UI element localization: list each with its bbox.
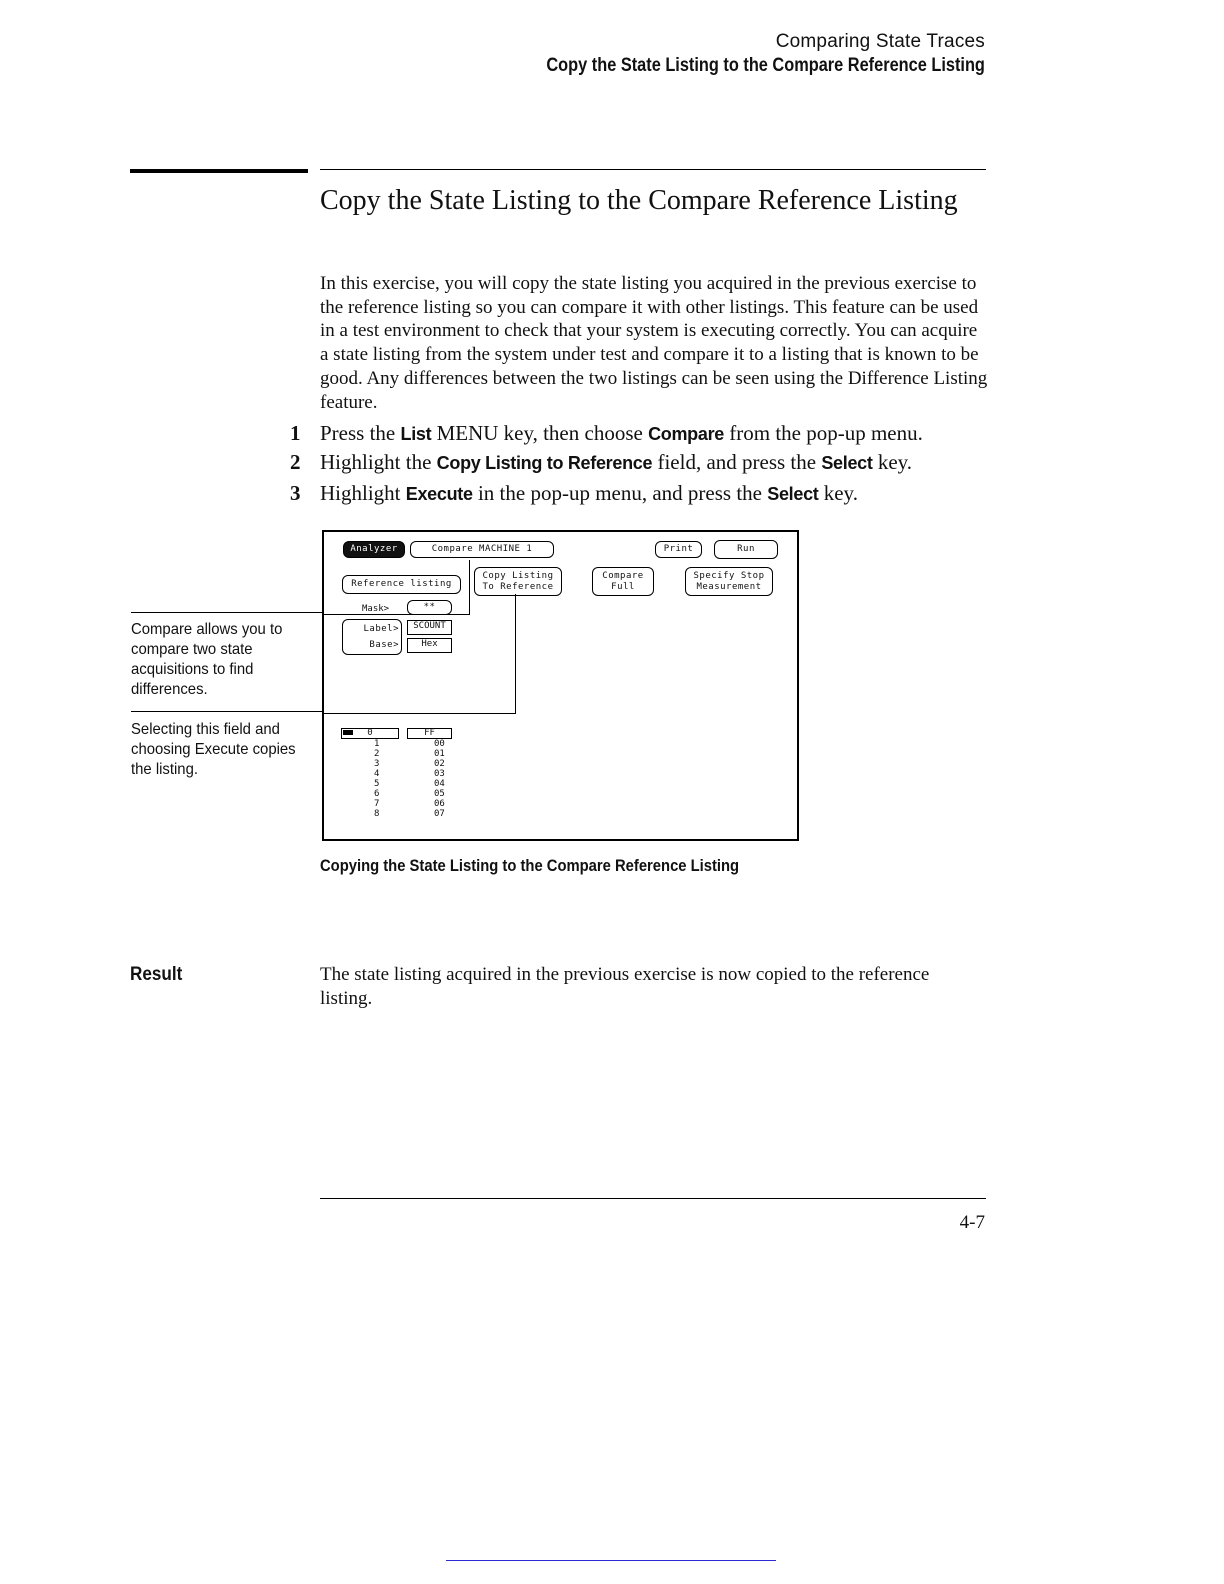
intro-paragraph: In this exercise, you will copy the state listing you acquired in the previous exercise to the reference listing so you can compare it with other listings. This feature can be used in a test environment to check that your system is executing correctly. You can acquire a state listing from the system under test and compare it to a listing that is known to be good. Any differences between the two listings can be seen using the Difference Listing feature.	[320, 273, 988, 413]
analyzer-screen-figure	[322, 530, 799, 841]
run-button[interactable]: Run	[714, 540, 778, 559]
step-2: 2 Highlight the Copy Listing to Reference field, and press the Select key.	[290, 450, 913, 474]
callout-leader-line	[515, 594, 516, 714]
copy-listing-to-reference-button[interactable]: Copy Listing To Reference	[474, 567, 562, 596]
state-number: 8	[374, 809, 380, 819]
mask-field[interactable]: **	[407, 600, 452, 615]
state-number: 5	[374, 779, 380, 789]
state-value: 06	[434, 799, 445, 809]
running-header-chapter: Comparing State Traces	[775, 31, 985, 52]
state-value: 07	[434, 809, 445, 819]
field-name: Copy Listing to Reference	[436, 453, 653, 473]
state-value: 01	[434, 749, 445, 759]
value-column-header: FF	[407, 728, 452, 739]
running-header-section: Copy the State Listing to the Compare Reference Listing	[546, 55, 985, 76]
menu-choice: Compare	[648, 424, 724, 444]
base-label: Base>	[369, 639, 399, 650]
table-row	[364, 759, 464, 769]
label-field[interactable]: SCOUNT	[407, 620, 452, 635]
section-rule-thick	[130, 169, 308, 173]
analyzer-button[interactable]: Analyzer	[343, 541, 405, 558]
callout-leader-line	[469, 560, 470, 615]
label-base-box[interactable]	[342, 619, 402, 655]
key-name: Select	[821, 453, 873, 473]
state-number: 7	[374, 799, 380, 809]
table-row	[364, 799, 464, 809]
menu-choice: Execute	[405, 484, 473, 504]
table-row	[364, 749, 464, 759]
table-row	[364, 739, 464, 749]
state-number: 4	[374, 769, 380, 779]
step-number: 2	[290, 450, 301, 474]
table-row	[364, 809, 464, 819]
state-value: 03	[434, 769, 445, 779]
callout-selecting: Selecting this field and choosing Execute copies the listing.	[131, 721, 296, 778]
compare-full-button[interactable]: Compare Full	[592, 567, 654, 596]
key-name: Select	[767, 484, 819, 504]
callout-compare: Compare allows you to compare two state acquisitions to find differences.	[131, 621, 283, 698]
label-label: Label>	[363, 623, 399, 634]
section-rule-thin	[320, 169, 986, 170]
state-number: 3	[374, 759, 380, 769]
callout-leader-line	[131, 711, 324, 712]
step-number: 3	[290, 481, 301, 505]
print-button[interactable]: Print	[655, 541, 702, 558]
table-row	[364, 769, 464, 779]
figure-caption: Copying the State Listing to the Compare Reference Listing	[320, 856, 740, 875]
callout-leader-line	[131, 612, 324, 613]
state-number: 2	[374, 749, 380, 759]
state-column-header: 0	[341, 728, 399, 739]
table-row	[364, 789, 464, 799]
section-title: Copy the State Listing to the Compare Reference Listing	[320, 185, 958, 216]
cursor-marker-icon	[343, 730, 353, 735]
state-value: 02	[434, 759, 445, 769]
step-1: 1 Press the List MENU key, then choose Compare from the pop-up menu.	[290, 421, 923, 445]
step-number: 1	[290, 421, 301, 445]
table-row	[364, 779, 464, 789]
step-3: 3 Highlight Execute in the pop-up menu, and press the Select key.	[290, 481, 858, 505]
footer-rule	[320, 1198, 986, 1199]
page-number: 4-7	[959, 1212, 985, 1233]
state-value: 04	[434, 779, 445, 789]
specify-stop-measurement-button[interactable]: Specify Stop Measurement	[685, 567, 773, 596]
state-number: 6	[374, 789, 380, 799]
state-value: 00	[434, 739, 445, 749]
compare-machine-button[interactable]: Compare MACHINE 1	[410, 541, 554, 558]
bottom-link-rule	[446, 1560, 776, 1561]
result-text: The state listing acquired in the previous exercise is now copied to the reference listing.	[320, 964, 930, 1009]
reference-listing-button[interactable]: Reference listing	[342, 575, 461, 594]
base-field[interactable]: Hex	[407, 638, 452, 653]
state-value: 05	[434, 789, 445, 799]
mask-label: Mask>	[362, 604, 390, 614]
result-label: Result	[130, 964, 183, 985]
callout-leader-line	[324, 713, 516, 714]
key-name: List	[400, 424, 432, 444]
state-number: 1	[374, 739, 380, 749]
